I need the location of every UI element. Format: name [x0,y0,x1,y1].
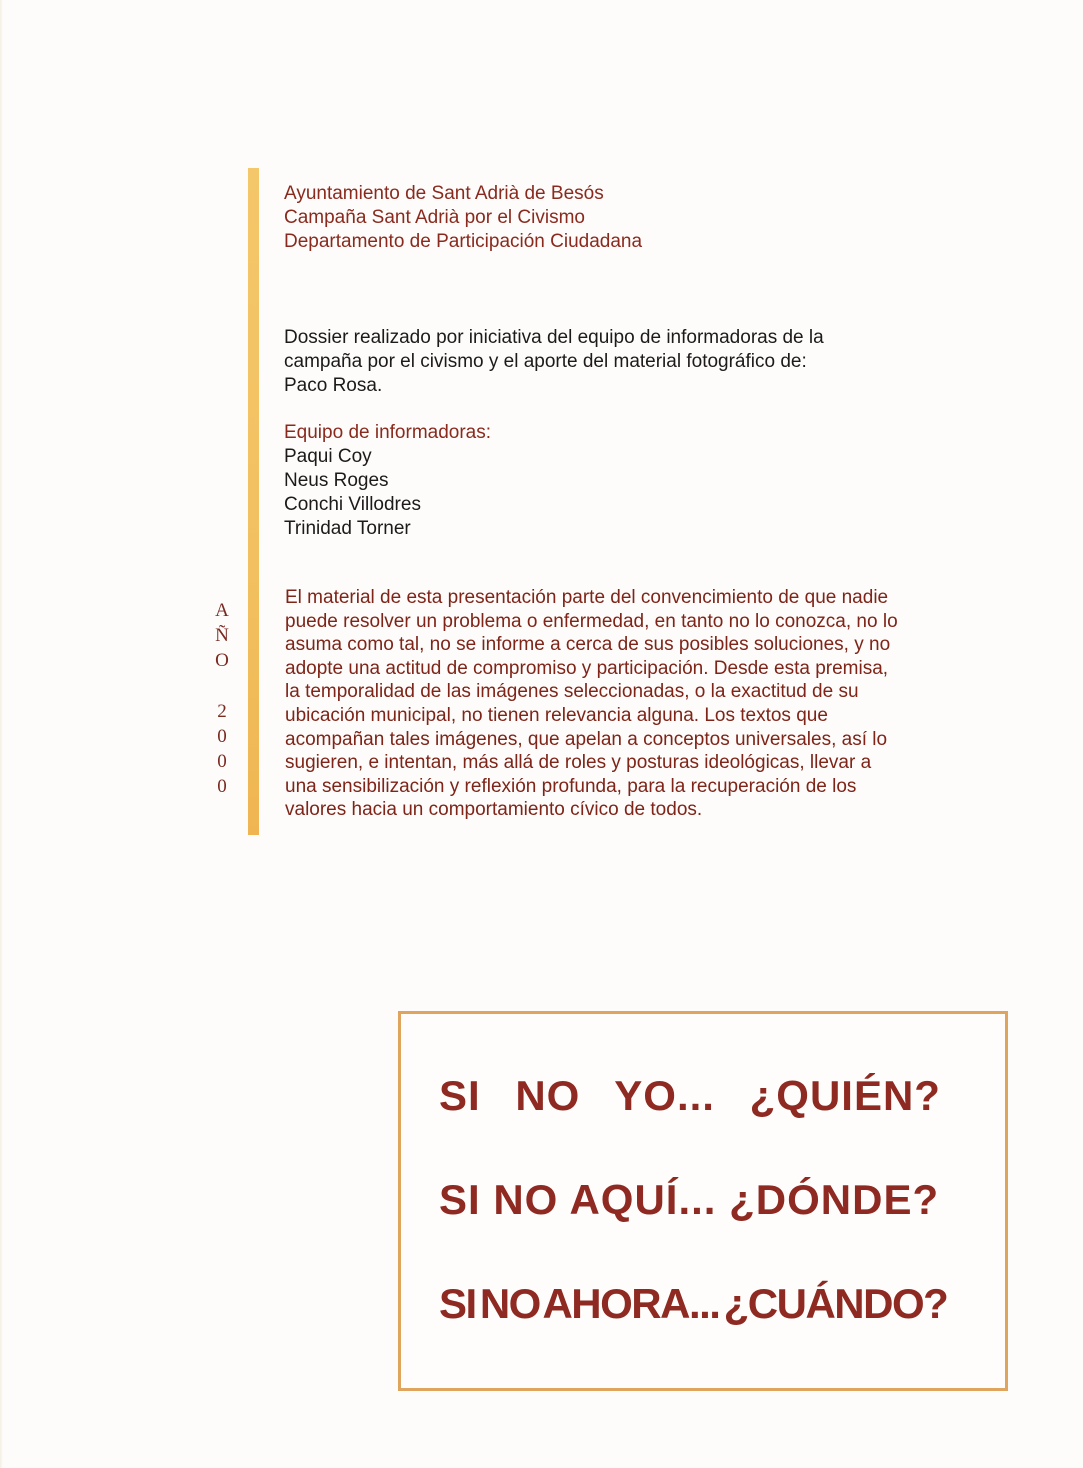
organization-line-1: Ayuntamiento de Sant Adrià de Besós [284,183,604,204]
year-digit: 2 [217,701,227,722]
team-member: Neus Roges [284,470,389,491]
year-digit: 0 [217,776,227,797]
paragraph-line: la temporalidad de las imágenes seleccionadas, o la exactitud de su [285,681,859,703]
slogan-line-who: SI NO YO... ¿QUIÉN? [439,1072,941,1119]
paragraph-line: asuma como tal, no se informe a cerca de sus posibles soluciones, y no [285,634,891,656]
paragraph-line: acompañan tales imágenes, que apelan a conceptos universales, así lo [285,728,888,750]
paragraph-line: El material de esta presentación parte del convencimiento de que nadie [285,587,889,608]
vertical-accent-bar [248,168,259,835]
year-letter: O [215,650,229,671]
paragraph-line: puede resolver un problema o enfermedad, en tanto no lo conozca, no lo [285,610,898,632]
year-vertical-label [210,598,234,799]
intro-line-3: Paco Rosa. [284,375,383,396]
paragraph-line: valores hacia un comportamiento cívico de todos. [285,799,703,821]
year-digit: 0 [217,726,227,747]
year-gap [210,673,234,699]
organization-header [284,182,642,254]
team-member: Trinidad Torner [284,518,411,539]
team-member: Conchi Villodres [284,494,421,515]
year-digit: 0 [217,751,227,772]
intro-paragraph [284,326,874,398]
paragraph-line: adopte una actitud de compromiso y participación. Desde esta premisa, [285,657,889,679]
organization-line-3: Departamento de Participación Ciudadana [284,231,643,252]
intro-line-2: campaña por el civismo y el aporte del material fotográfico de: [284,351,807,372]
year-letter: A [215,600,229,621]
team-member: Paqui Coy [284,446,372,467]
organization-line-2: Campaña Sant Adrià por el Civismo [284,207,585,228]
paragraph-line: ubicación municipal, no tienen relevancia alguna. Los textos que [285,704,828,726]
year-letter: Ñ [215,625,229,646]
page-edge-shade [0,0,3,1468]
slogan-line-when: SI NO AHORA... ¿CUÁNDO? [439,1280,948,1327]
slogan-box [398,1011,1008,1391]
team-heading: Equipo de informadoras: [284,422,492,443]
paragraph-line: sugieren, e intentan, más allá de roles y posturas ideológicas, llevar a [285,752,872,774]
team-list [284,421,491,541]
presentation-paragraph [285,586,935,822]
slogan-line-where: SI NO AQUÍ... ¿DÓNDE? [439,1176,940,1223]
intro-line-1: Dossier realizado por iniciativa del equipo de informadoras de la [284,327,824,348]
paragraph-line: una sensibilización y reflexión profunda, para la recuperación de los [285,775,857,797]
